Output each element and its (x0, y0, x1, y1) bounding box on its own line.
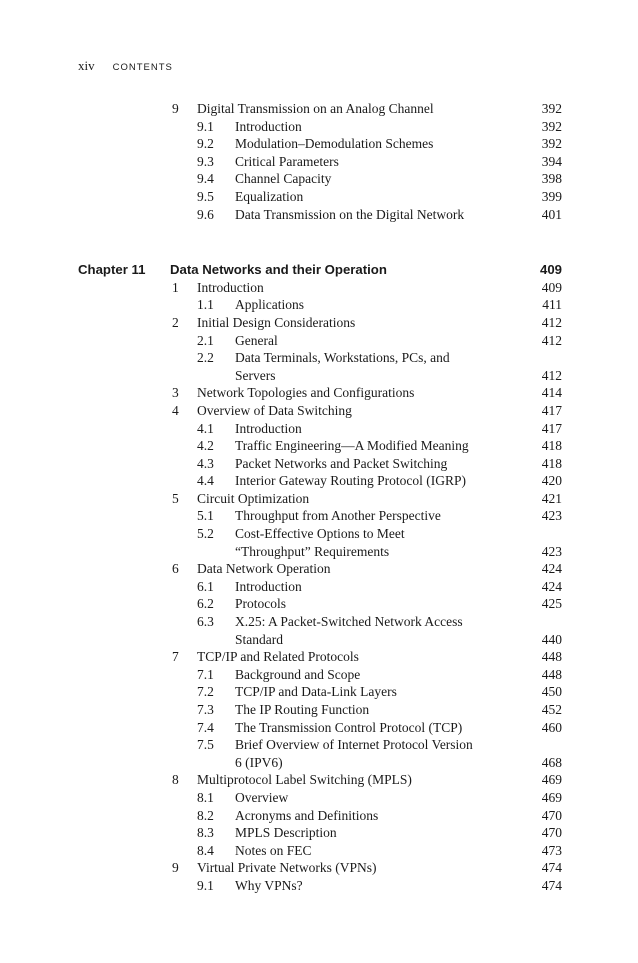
entry-title: The Transmission Control Protocol (TCP) (235, 719, 463, 735)
toc-entry (78, 402, 562, 420)
entry-number: 7.1 (197, 666, 214, 682)
entry-title: Packet Networks and Packet Switching (235, 455, 448, 471)
toc-row (78, 153, 562, 171)
entry-page-number: 440 (541, 631, 562, 647)
entry-number: 6.3 (197, 614, 214, 630)
entry-number: 2 (172, 314, 179, 330)
entry-page-number: 448 (541, 649, 562, 665)
page-folio: xiv (78, 58, 95, 73)
entry-page-number: 409 (539, 262, 562, 278)
entry-number: 4.2 (197, 438, 214, 454)
entry-title: Cost-Effective Options to Meet (235, 526, 405, 542)
entry-title: Data Terminals, Workstations, PCs, and (235, 350, 450, 366)
toc-row (78, 754, 562, 772)
entry-number: 9.4 (197, 171, 214, 187)
entry-page-number: 409 (541, 279, 562, 295)
running-header (78, 58, 562, 74)
entry-page-number: 424 (541, 578, 562, 594)
toc-entry (78, 648, 562, 666)
toc-entry (78, 877, 562, 895)
entry-title: Data Transmission on the Digital Network (235, 206, 465, 222)
entry-page-number: 392 (541, 136, 562, 152)
toc-entry (78, 349, 562, 384)
entry-title: Acronyms and Definitions (235, 807, 379, 823)
toc-row (78, 170, 562, 188)
entry-number: 5.2 (197, 526, 214, 542)
entry-page-number: 469 (541, 789, 562, 805)
toc-list (78, 100, 562, 895)
entry-page-number: 412 (541, 314, 562, 330)
toc-entry (78, 188, 562, 206)
entry-title: Multiprotocol Label Switching (MPLS) (197, 772, 412, 788)
toc-row (78, 543, 562, 561)
toc-row (78, 100, 562, 118)
entry-title: Data Network Operation (197, 561, 331, 577)
entry-number: 8.3 (197, 825, 214, 841)
entry-page-number: 414 (541, 385, 562, 401)
entry-page-number: 418 (541, 438, 562, 454)
toc-row (78, 135, 562, 153)
toc-row (78, 736, 562, 754)
toc-entry (78, 420, 562, 438)
entry-number: 1 (172, 279, 179, 295)
toc-row (78, 261, 562, 279)
toc-entry (78, 578, 562, 596)
toc-row (78, 560, 562, 578)
entry-title: Brief Overview of Internet Protocol Version (235, 737, 473, 753)
entry-number: 5 (172, 490, 179, 506)
entry-number: 2.1 (197, 332, 214, 348)
entry-number: 4.4 (197, 473, 214, 489)
entry-title: General (235, 332, 278, 348)
entry-page-number: 418 (541, 455, 562, 471)
entry-page-number: 412 (541, 332, 562, 348)
toc-row (78, 507, 562, 525)
toc-row (78, 631, 562, 649)
entry-number: 9 (172, 101, 179, 116)
entry-page-number: 470 (541, 825, 562, 841)
entry-number: 8.1 (197, 789, 214, 805)
entry-title: Introduction (235, 420, 302, 436)
toc-row (78, 701, 562, 719)
entry-page-number: 392 (541, 101, 562, 116)
toc-entry (78, 560, 562, 578)
toc-row (78, 296, 562, 314)
entry-title: Interior Gateway Routing Protocol (IGRP) (235, 473, 466, 489)
entry-title: Data Networks and their Operation (170, 262, 387, 278)
entry-number: 9.2 (197, 136, 214, 152)
entry-page-number: 460 (541, 719, 562, 735)
toc-row (78, 437, 562, 455)
entry-page-number: 470 (541, 807, 562, 823)
entry-title: Initial Design Considerations (197, 314, 356, 330)
toc-entry (78, 206, 562, 224)
toc-row (78, 613, 562, 631)
toc-row (78, 877, 562, 895)
entry-title: TCP/IP and Data-Link Layers (235, 684, 397, 700)
toc-entry (78, 525, 562, 560)
entry-title: Introduction (235, 118, 302, 134)
toc-entry (78, 170, 562, 188)
entry-number: 7.2 (197, 684, 214, 700)
toc-entry (78, 118, 562, 136)
entry-number: 5.1 (197, 508, 214, 524)
toc-row (78, 648, 562, 666)
entry-number: 9.6 (197, 206, 214, 222)
toc-entry (78, 807, 562, 825)
entry-number: 8.4 (197, 842, 214, 858)
entry-page-number: 474 (541, 877, 562, 893)
entry-title: “Throughput” Requirements (235, 543, 390, 559)
entry-title: Circuit Optimization (197, 490, 310, 506)
toc-row (78, 367, 562, 385)
entry-page-number: 452 (541, 702, 562, 717)
entry-page-number: 423 (541, 543, 562, 559)
toc-entry (78, 296, 562, 314)
entry-page-number: 399 (541, 188, 562, 204)
entry-number: 9.1 (197, 877, 214, 893)
entry-title: TCP/IP and Related Protocols (197, 649, 359, 665)
toc-entry (78, 701, 562, 719)
entry-page-number: 420 (541, 473, 562, 489)
entry-page-number: 474 (541, 860, 562, 876)
entry-number: 7 (172, 649, 179, 665)
toc-row (78, 349, 562, 367)
toc-row (78, 384, 562, 402)
toc-row (78, 719, 562, 737)
entry-title: Introduction (197, 279, 264, 295)
toc-row (78, 490, 562, 508)
toc-row (78, 332, 562, 350)
toc-row (78, 402, 562, 420)
toc-entry (78, 719, 562, 737)
entry-page-number: 448 (541, 666, 562, 682)
entry-number: 4.1 (197, 420, 214, 436)
toc-entry (78, 683, 562, 701)
entry-number: 9.5 (197, 188, 214, 204)
entry-page-number: 412 (541, 367, 562, 383)
toc-row (78, 455, 562, 473)
entry-number: 6.2 (197, 596, 214, 612)
entry-title: Protocols (235, 596, 287, 612)
toc-row (78, 420, 562, 438)
toc-row (78, 188, 562, 206)
entry-title: Notes on FEC (235, 842, 312, 858)
entry-number: 6 (172, 561, 179, 577)
toc-entry (78, 314, 562, 332)
toc-row (78, 578, 562, 596)
toc-row (78, 807, 562, 825)
entry-page-number: 450 (541, 684, 562, 700)
entry-title: Overview (235, 789, 289, 805)
chapter-label: Chapter 11 (78, 262, 146, 278)
entry-number: 4 (172, 402, 179, 418)
entry-title: MPLS Description (235, 825, 337, 841)
entry-title: Modulation–Demodulation Schemes (235, 136, 434, 152)
entry-title: Network Topologies and Configurations (197, 385, 415, 401)
toc-entry (78, 100, 562, 118)
toc-row (78, 771, 562, 789)
toc-entry (78, 507, 562, 525)
entry-number: 1.1 (197, 297, 214, 313)
entry-number: 9 (172, 860, 179, 876)
entry-title: Why VPNs? (235, 877, 303, 893)
entry-title: Background and Scope (235, 666, 361, 682)
entry-number: 7.3 (197, 702, 214, 717)
entry-title: Introduction (235, 578, 302, 594)
entry-title: Traffic Engineering—A Modified Meaning (235, 438, 469, 454)
toc-row (78, 859, 562, 877)
toc-row (78, 472, 562, 490)
toc-entry (78, 595, 562, 613)
entry-title: 6 (IPV6) (235, 754, 283, 770)
entry-title: Standard (235, 631, 283, 647)
running-title: CONTENTS (112, 62, 173, 73)
entry-title: Overview of Data Switching (197, 402, 352, 418)
toc-entry (78, 842, 562, 860)
entry-number: 4.3 (197, 455, 214, 471)
entry-title: Equalization (235, 188, 304, 204)
entry-number: 3 (172, 385, 179, 401)
toc-entry (78, 332, 562, 350)
entry-page-number: 469 (541, 772, 562, 788)
toc-entry (78, 824, 562, 842)
entry-title: The IP Routing Function (235, 702, 370, 717)
toc-row (78, 683, 562, 701)
entry-number: 7.4 (197, 719, 214, 735)
toc-row (78, 842, 562, 860)
entry-title: Digital Transmission on an Analog Channel (197, 101, 434, 116)
toc-chapter-entry (78, 261, 562, 279)
toc-row (78, 666, 562, 684)
entry-title: Throughput from Another Perspective (235, 508, 441, 524)
toc-row (78, 279, 562, 297)
entry-number: 7.5 (197, 737, 214, 753)
entry-page-number: 424 (541, 561, 562, 577)
toc-entry (78, 153, 562, 171)
entry-title: Channel Capacity (235, 171, 332, 187)
entry-page-number: 417 (541, 420, 562, 436)
toc-entry (78, 384, 562, 402)
entry-number: 8 (172, 772, 179, 788)
entry-number: 9.3 (197, 153, 214, 169)
toc-row (78, 595, 562, 613)
entry-page-number: 417 (541, 402, 562, 418)
entry-number: 2.2 (197, 350, 214, 366)
toc-entry (78, 490, 562, 508)
entry-number: 8.2 (197, 807, 214, 823)
toc-row (78, 314, 562, 332)
toc-entry (78, 666, 562, 684)
toc-entry (78, 789, 562, 807)
entry-number: 9.1 (197, 118, 214, 134)
entry-page-number: 394 (541, 153, 562, 169)
entry-page-number: 411 (542, 297, 562, 313)
entry-page-number: 392 (541, 118, 562, 134)
entry-title: Critical Parameters (235, 153, 339, 169)
entry-page-number: 423 (541, 508, 562, 524)
toc-entry (78, 279, 562, 297)
toc-row (78, 824, 562, 842)
entry-page-number: 401 (541, 206, 562, 222)
toc-row (78, 525, 562, 543)
entry-title: Applications (235, 297, 304, 313)
toc-entry (78, 455, 562, 473)
toc-entry (78, 437, 562, 455)
toc-entry (78, 135, 562, 153)
toc-entry (78, 771, 562, 789)
entry-title: Servers (235, 367, 276, 383)
toc-entry (78, 859, 562, 877)
toc-entry (78, 472, 562, 490)
toc-row (78, 206, 562, 224)
entry-number: 6.1 (197, 578, 214, 594)
toc-row (78, 789, 562, 807)
entry-page-number: 468 (541, 754, 562, 770)
toc-entry (78, 613, 562, 648)
toc-row (78, 118, 562, 136)
entry-page-number: 421 (541, 490, 562, 506)
entry-title: Virtual Private Networks (VPNs) (197, 860, 377, 876)
entry-page-number: 425 (541, 596, 562, 612)
toc-entry (78, 736, 562, 771)
entry-page-number: 398 (541, 171, 562, 187)
entry-page-number: 473 (541, 842, 562, 858)
entry-title: X.25: A Packet-Switched Network Access (235, 614, 463, 630)
